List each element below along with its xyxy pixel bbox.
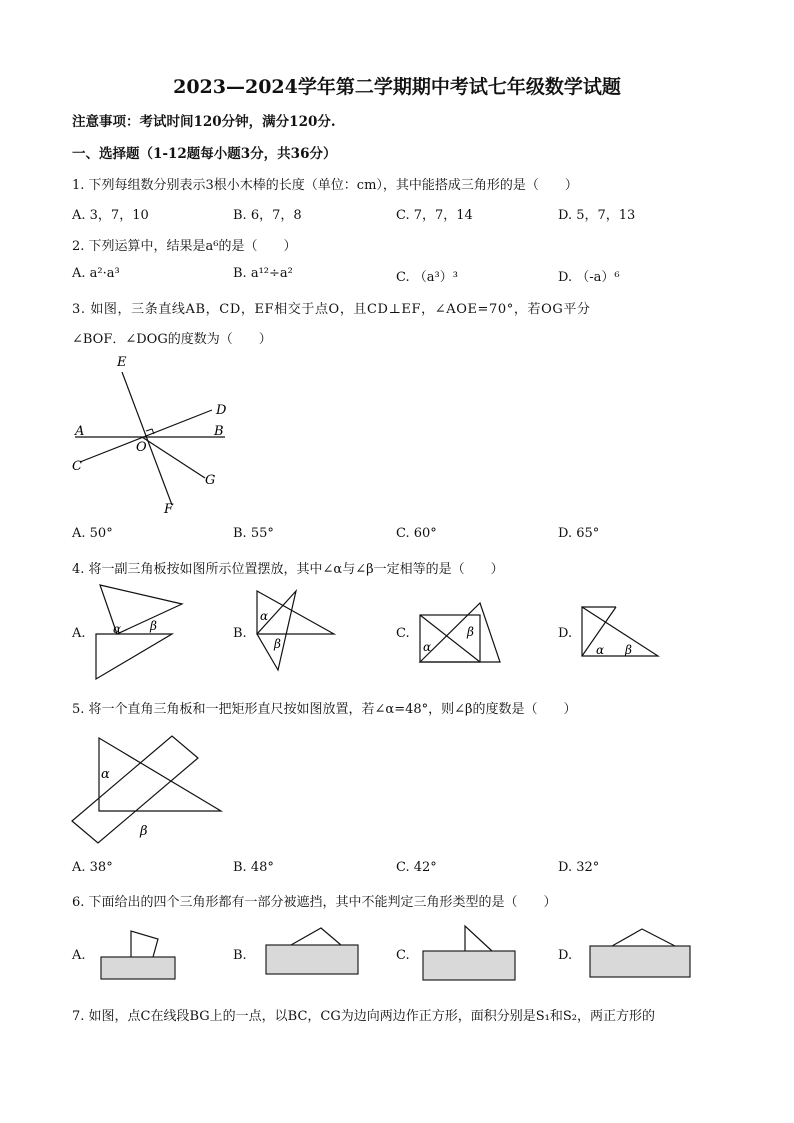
q3-option-a: A. 50°	[72, 526, 113, 541]
q5-option-c: C. 42°	[396, 860, 437, 875]
q4-option-a-letter: A.	[72, 626, 86, 641]
q6-option-a-letter: A.	[72, 948, 86, 963]
q4a-alpha: α	[113, 622, 122, 636]
label-e: E	[117, 355, 127, 370]
question-5-stem: 5. 将一个直角三角板和一把矩形直尺按如图放置，若∠α=48°，则∠β的度数是（ ）	[72, 702, 577, 717]
q1-option-a: A. 3，7，10	[72, 208, 149, 223]
q1-option-b: B. 6，7，8	[233, 208, 302, 223]
q3-option-c: C. 60°	[396, 526, 437, 541]
q4-figure-d	[578, 602, 668, 662]
q6-figure-c	[420, 923, 520, 983]
question-3-stem-line2: ∠BOF．∠DOG的度数为（ ）	[72, 332, 272, 347]
label-d: D	[216, 403, 227, 418]
q4-option-b-letter: B.	[233, 626, 247, 641]
q5-option-a: A. 38°	[72, 860, 113, 875]
q4-figure-c	[415, 600, 505, 665]
q1-option-c: C. 7，7，14	[396, 208, 473, 223]
q1-option-d: D. 5，7，13	[558, 208, 636, 223]
q4-figure-a	[92, 582, 192, 682]
question-7-stem: 7. 如图，点C在线段BG上的一点，以BC，CG为边向两边作正方形，面积分别是S₁和S₂，两正方形的	[72, 1009, 655, 1024]
q2-option-b: B. a¹²÷a²	[233, 266, 293, 281]
exam-notice: 注意事项：考试时间120分钟，满分120分.	[72, 114, 336, 130]
q4d-alpha: α	[596, 643, 605, 657]
q4d-beta: β	[625, 643, 632, 657]
q4a-beta: β	[150, 619, 157, 633]
q2-option-c: C. （a³）³	[396, 270, 458, 285]
q2-option-a: A. a²·a³	[72, 266, 120, 281]
label-g: G	[205, 473, 216, 488]
q3-option-d: D. 65°	[558, 526, 600, 541]
label-b: B	[214, 424, 224, 439]
q6-figure-b	[263, 925, 363, 980]
q4-option-d-letter: D.	[558, 626, 573, 641]
q4-option-c-letter: C.	[396, 626, 410, 641]
question-4-stem: 4. 将一副三角板按如图所示位置摆放，其中∠α与∠β一定相等的是（ ）	[72, 562, 504, 577]
section-heading: 一、选择题（1-12题每小题3分，共36分）	[72, 146, 337, 162]
question-2-stem: 2. 下列运算中，结果是a⁶的是（ ）	[72, 239, 297, 254]
q5-beta: β	[140, 824, 148, 839]
label-c: C	[72, 459, 82, 474]
q5-alpha: α	[101, 767, 110, 782]
q2-option-d: D. （-a）⁶	[558, 270, 620, 285]
question-3-stem-line1: 3. 如图，三条直线AB，CD，EF相交于点O，且CD⊥EF，∠AOE=70°，若OG平分	[72, 302, 591, 317]
q5-ruler-triangle-figure	[70, 735, 230, 850]
q6-option-b-letter: B.	[233, 948, 247, 963]
label-f: F	[164, 502, 174, 517]
q3-option-b: B. 55°	[233, 526, 274, 541]
q4b-alpha: α	[260, 609, 269, 623]
q4c-beta: β	[467, 625, 474, 639]
label-a: A	[75, 424, 85, 439]
question-6-stem: 6. 下面给出的四个三角形都有一部分被遮挡，其中不能判定三角形类型的是（ ）	[72, 895, 557, 910]
q5-option-b: B. 48°	[233, 860, 274, 875]
page-title: 2023—2024学年第二学期期中考试七年级数学试题	[173, 76, 621, 98]
q6-figure-d	[587, 926, 697, 981]
q4-figure-b	[252, 588, 342, 673]
q6-option-d-letter: D.	[558, 948, 573, 963]
q4b-beta: β	[274, 637, 281, 651]
question-1-stem: 1. 下列每组数分别表示3根小木棒的长度（单位：cm），其中能搭成三角形的是（ ）	[72, 178, 578, 193]
q5-option-d: D. 32°	[558, 860, 600, 875]
label-o: O	[136, 440, 147, 455]
q4c-alpha: α	[423, 640, 432, 654]
q6-option-c-letter: C.	[396, 948, 410, 963]
q3-lines-figure	[60, 350, 240, 520]
q6-figure-a	[98, 928, 178, 983]
